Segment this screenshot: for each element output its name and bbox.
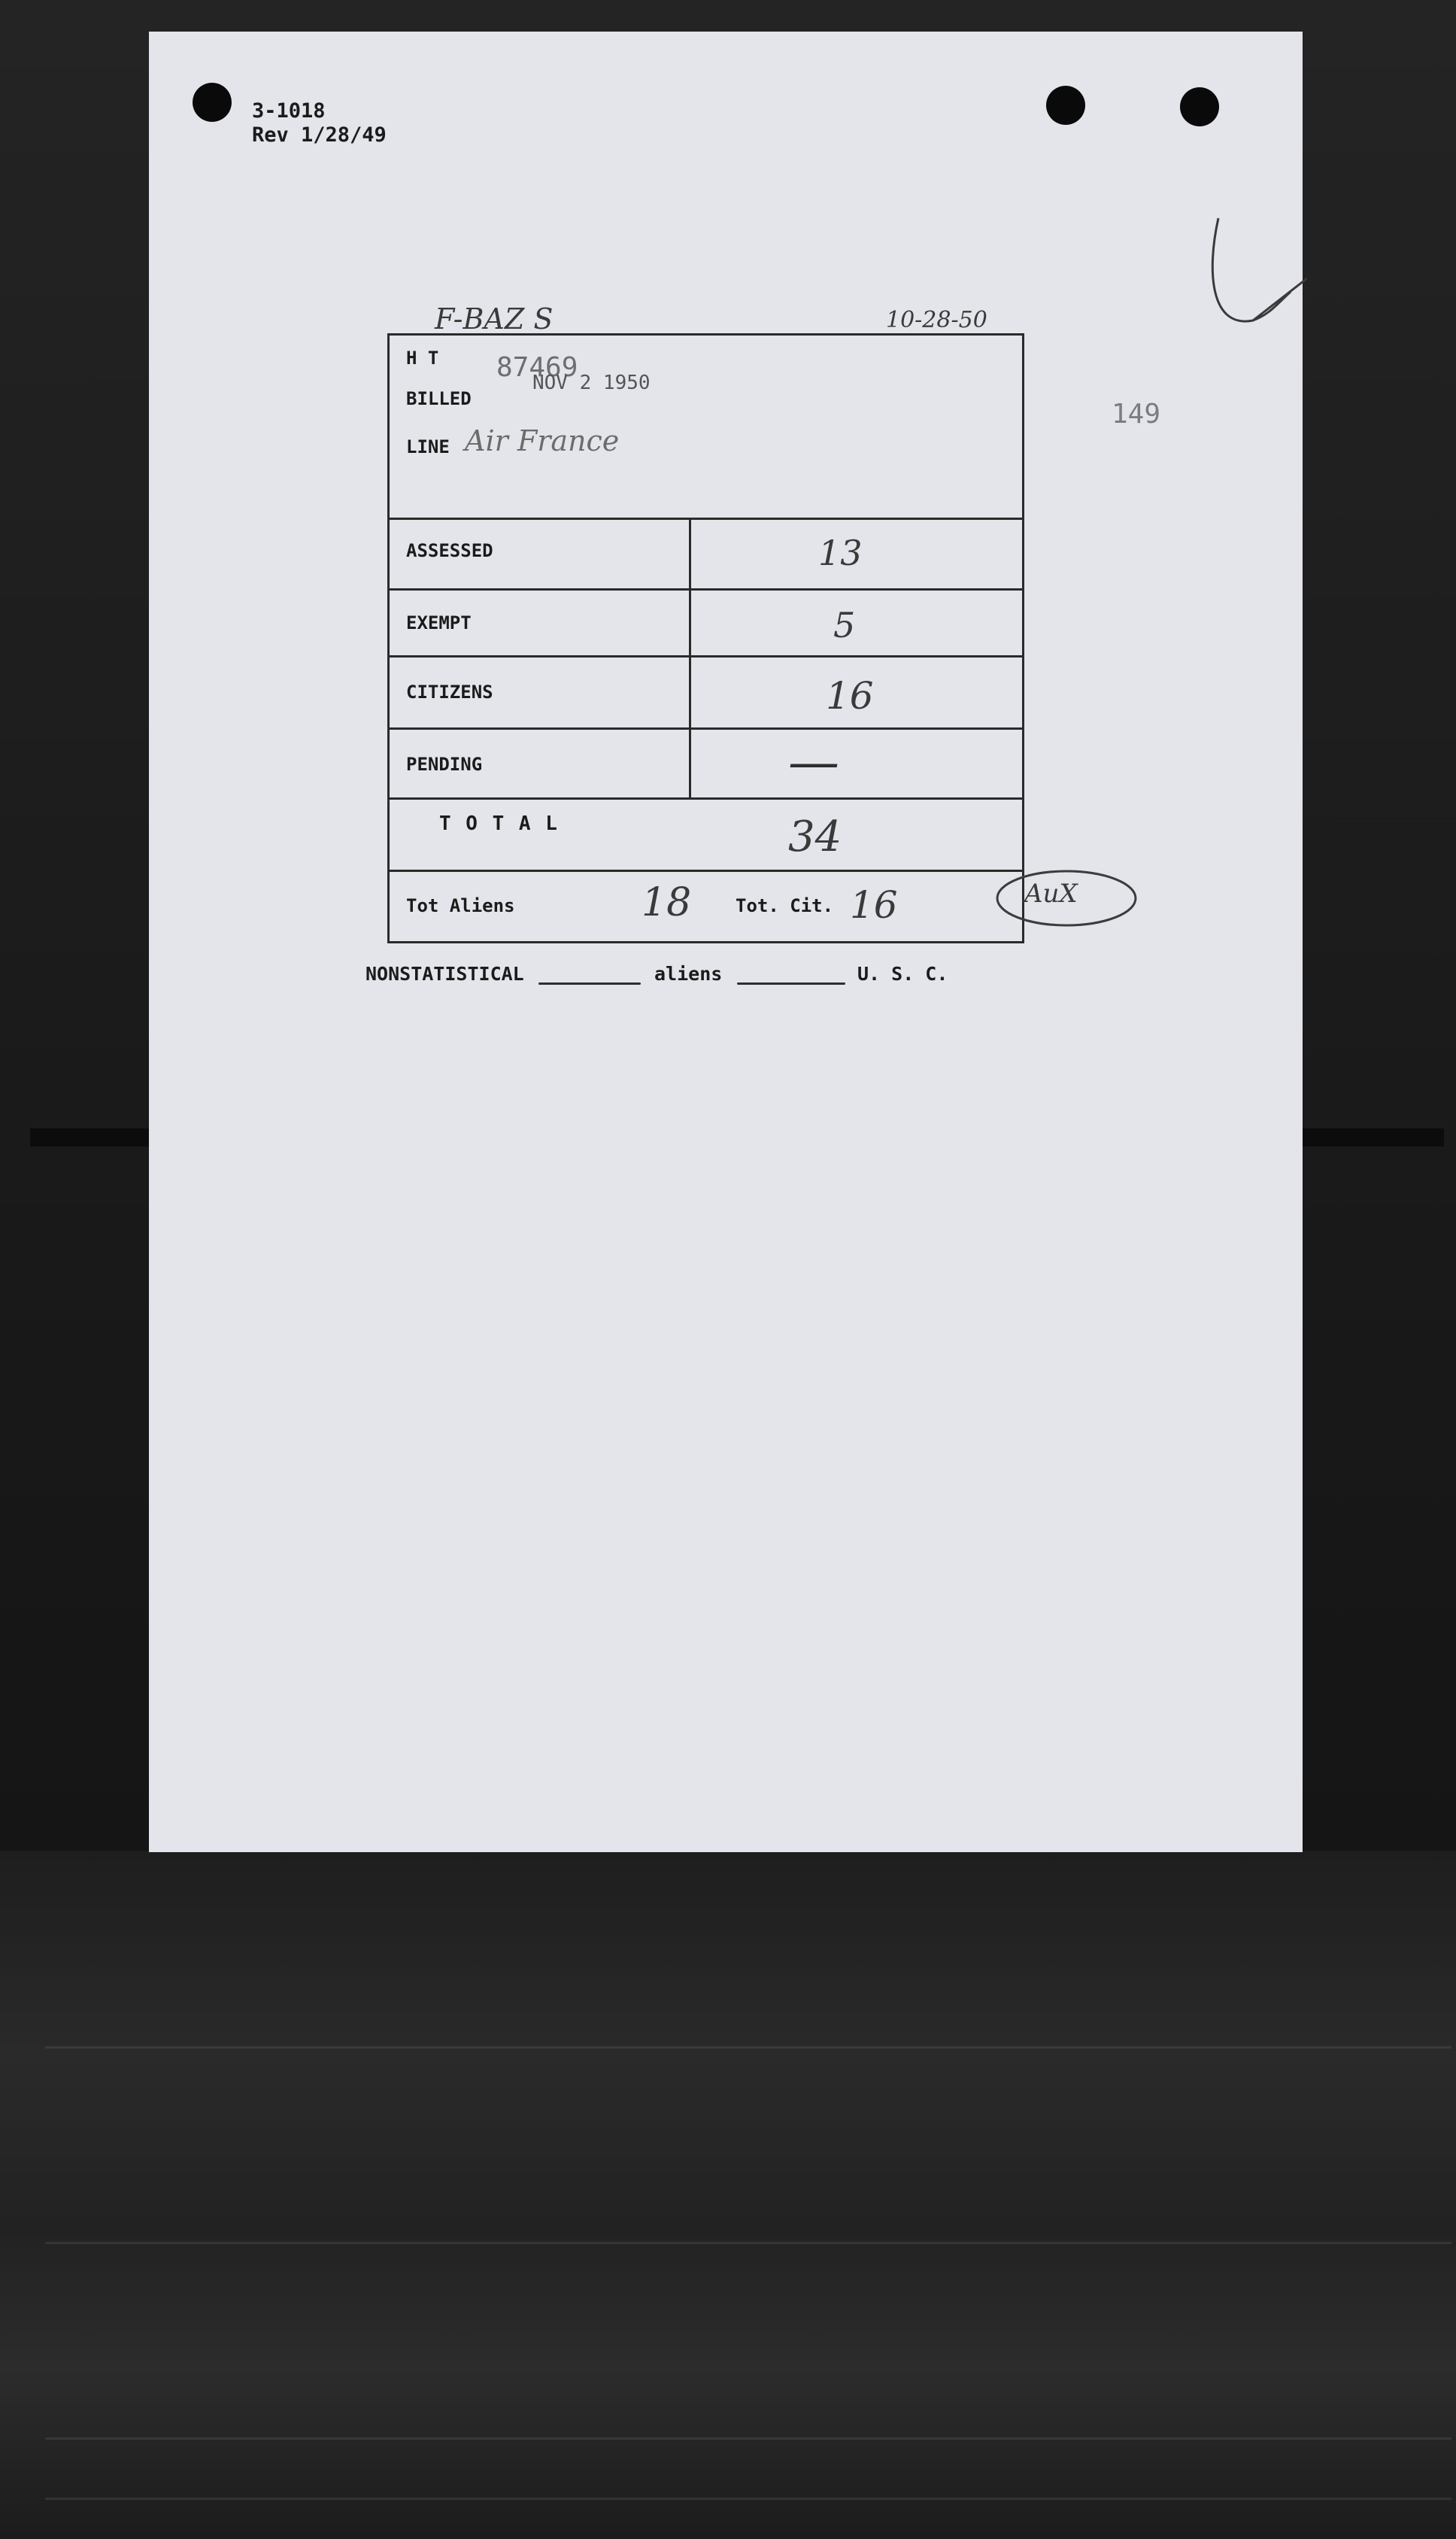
page-number: 149 <box>1112 399 1161 430</box>
flight-code: F-BAZ S <box>435 302 554 336</box>
pending-label: PENDING <box>406 754 483 775</box>
ht-number: 87469 <box>496 352 578 383</box>
scan-line <box>45 2242 1451 2244</box>
date-stamp: NOV 2 1950 <box>532 372 651 394</box>
total-aliens-label: Tot Aliens <box>406 895 515 916</box>
scan-line <box>45 2046 1451 2049</box>
exempt-value: 5 <box>833 605 856 645</box>
handwritten-date: 10-28-50 <box>886 307 987 333</box>
aliens-label: aliens <box>654 963 723 985</box>
aliens-blank <box>737 982 845 985</box>
row-divider <box>390 518 1022 520</box>
total-label: T O T A L <box>439 812 559 835</box>
scan-line <box>45 2437 1451 2440</box>
assessed-value: 13 <box>818 533 863 573</box>
nonstatistical-label: NONSTATISTICAL <box>366 963 524 985</box>
total-value: 34 <box>788 812 842 861</box>
ht-label: H T <box>406 348 439 369</box>
punch-hole <box>1046 86 1085 125</box>
row-divider <box>390 727 1022 730</box>
airline-name: Air France <box>465 424 620 457</box>
billed-label: BILLED <box>406 388 472 409</box>
total-citizens-label: Tot. Cit. <box>736 895 834 916</box>
scan-line <box>45 2498 1451 2500</box>
revision-date: Rev 1/28/49 <box>252 123 387 147</box>
pending-value: — <box>788 733 839 792</box>
row-divider <box>390 797 1022 800</box>
check-mark <box>1051 182 1307 363</box>
assessment-form <box>387 333 1024 943</box>
punch-hole <box>193 83 232 122</box>
column-divider <box>689 518 691 797</box>
film-background-bottom <box>0 1851 1456 2539</box>
nonstatistical-blank <box>538 982 641 985</box>
exempt-label: EXEMPT <box>406 612 472 633</box>
line-label: LINE <box>406 436 450 457</box>
usc-label: U. S. C. <box>857 963 948 985</box>
assessed-label: ASSESSED <box>406 540 493 561</box>
row-divider <box>390 588 1022 591</box>
total-aliens-value: 18 <box>642 880 692 925</box>
citizens-value: 16 <box>826 674 874 718</box>
initials: AuX <box>1024 879 1078 909</box>
row-divider <box>390 655 1022 658</box>
row-divider <box>390 870 1022 872</box>
punch-hole <box>1180 87 1219 126</box>
citizens-label: CITIZENS <box>406 682 493 703</box>
form-id: 3-1018 <box>252 99 326 123</box>
total-citizens-value: 16 <box>850 883 898 927</box>
